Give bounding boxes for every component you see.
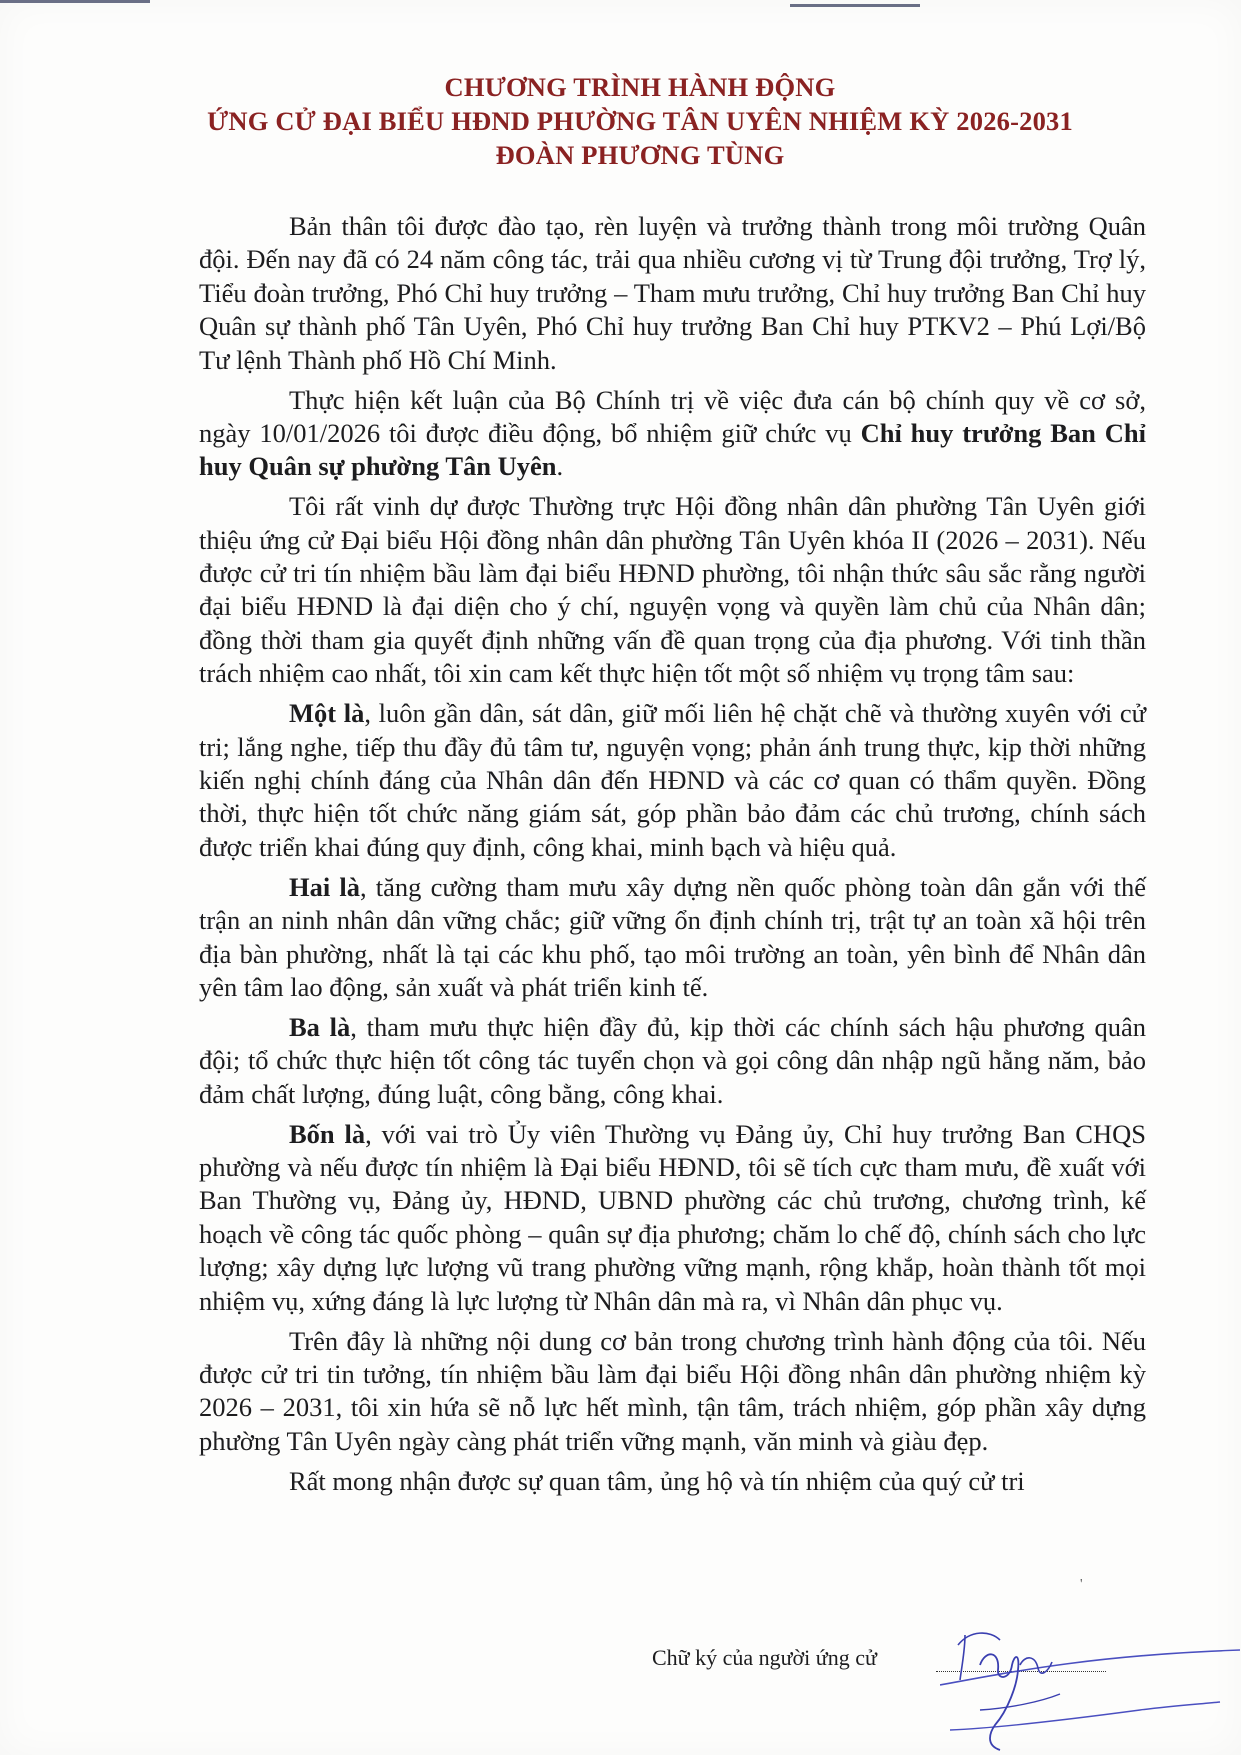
paragraph-closing: Rất mong nhận được sự quan tâm, ủng hộ và tín nhiệm của quý cử tri (289, 1465, 1025, 1496)
task-text: , với vai trò Ủy viên Thường vụ Đảng ủy, Chỉ huy trưởng Ban CHQS phường và nếu được tín nhiệm là Đại biểu HĐND, tôi sẽ tích cực tham mưu, đề xuất với Ban Thường vụ, Đảng ủy, HĐND, UBND phường các chủ trương, chương trình, kế hoạch về công tác quốc phòng – quân sự địa phương; chăm lo chế độ, chính sách cho lực lượng; xây dựng lực lượng vũ trang phường vững mạnh, rộng khắp, hoàn thành tốt mọi nhiệm vụ, xứng đáng là lực lượng từ Nhân dân mà ra, vì Nhân dân phục vụ. (199, 1118, 1146, 1316)
signature-label: Chữ ký của người ứng cử (652, 1645, 877, 1670)
task-text: , tham mưu thực hiện đầy đủ, kịp thời các chính sách hậu phương quân đội; tổ chức thực hiện tốt công tác tuyển chọn và gọi công dân nhập ngũ hằng năm, bảo đảm chất lượng, đúng luật, công bằng, công khai. (199, 1011, 1146, 1109)
paragraph-nomination: Tôi rất vinh dự được Thường trực Hội đồng nhân dân phường Tân Uyên giới thiệu ứng cử Đại biểu Hội đồng nhân dân phường Tân Uyên khóa II (2026 – 2031). Nếu được cử tri tín nhiệm bầu làm đại biểu HĐND phường, tôi nhận thức sâu sắc rằng người đại biểu HĐND là đại diện cho ý chí, nguyện vọng và quyền làm chủ của Nhân dân; đồng thời tham gia quyết định những vấn đề quan trọng của địa phương. Với tinh thần trách nhiệm cao nhất, tôi xin cam kết thực hiện tốt một số nhiệm vụ trọng tâm sau: (199, 491, 1146, 689)
paragraph-appointment (199, 384, 1146, 484)
task-heading: Ba là (289, 1011, 351, 1042)
paragraph-conclusion: Trên đây là những nội dung cơ bản trong chương trình hành động của tôi. Nếu được cử tri tin tưởng, tín nhiệm bầu làm đại biểu Hội đồng nhân dân phường nhiệm kỳ 2026 – 2031, tôi xin hứa sẽ nỗ lực hết mình, tận tâm, trách nhiệm, góp phần xây dựng phường Tân Uyên ngày càng phát triển vững mạnh, văn minh và giàu đẹp. (199, 1325, 1146, 1456)
document-body (199, 210, 1146, 1505)
paragraph-task-4 (199, 1118, 1146, 1318)
paragraph-end: . (556, 451, 564, 482)
position-title: Chỉ huy trưởng Ban Chỉ huy Quân sự phường Tân Uyên (199, 417, 1146, 482)
scan-edge-mark (0, 0, 150, 3)
handwritten-signature (940, 1610, 1240, 1755)
task-heading: Hai là (289, 871, 361, 902)
title-line-1: CHƯƠNG TRÌNH HÀNH ĐỘNG (444, 72, 836, 102)
scan-edge-mark (790, 4, 920, 7)
title-line-3: ĐOÀN PHƯƠNG TÙNG (495, 140, 785, 170)
task-heading: Bốn là (289, 1118, 366, 1149)
paragraph-background: Bản thân tôi được đào tạo, rèn luyện và trưởng thành trong môi trường Quân đội. Đến nay đã có 24 năm công tác, trải qua nhiều cương vị từ Trung đội trưởng, Trợ lý, Tiểu đoàn trưởng, Phó Chỉ huy trưởng – Tham mưu trưởng, Chỉ huy trưởng Ban Chỉ huy Quân sự thành phố Tân Uyên, Phó Chỉ huy trưởng Ban Chỉ huy PTKV2 – Phú Lợi/Bộ Tư lệnh Thành phố Hồ Chí Minh. (199, 211, 1146, 375)
document-title (150, 70, 1130, 172)
paragraph-text: Thực hiện kết luận của Bộ Chính trị về việc đưa cán bộ chính quy về cơ sở, ngày 10/01/2026 tôi được điều động, bổ nhiệm giữ chức vụ (199, 384, 1146, 448)
scan-speck: ' (1080, 1577, 1083, 1592)
task-heading: Một là (289, 698, 365, 729)
task-text: , luôn gần dân, sát dân, giữ mối liên hệ chặt chẽ và thường xuyên với cử tri; lắng nghe, tiếp thu đầy đủ tâm tư, nguyện vọng; phản ánh trung thực, kịp thời những kiến nghị chính đáng của Nhân dân đến HĐND và các cơ quan có thẩm quyền. Đồng thời, thực hiện tốt chức năng giám sát, góp phần bảo đảm các chủ trương, chính sách được triển khai đúng quy định, công khai, minh bạch và hiệu quả. (199, 698, 1146, 862)
paragraph-task-3 (199, 1011, 1146, 1111)
paragraph-task-2 (199, 871, 1146, 1005)
paragraph-task-1 (199, 697, 1146, 864)
title-line-2: ỨNG CỬ ĐẠI BIỂU HĐND PHƯỜNG TÂN UYÊN NHIỆM KỲ 2026-2031 (207, 106, 1073, 136)
task-text: , tăng cường tham mưu xây dựng nền quốc phòng toàn dân gắn với thế trận an ninh nhân dân vững chắc; giữ vững ổn định chính trị, trật tự an toàn xã hội trên địa bàn phường, nhất là tại các khu phố, tạo môi trường an toàn, yên bình để Nhân dân yên tâm lao động, sản xuất và phát triển kinh tế. (199, 871, 1146, 1002)
